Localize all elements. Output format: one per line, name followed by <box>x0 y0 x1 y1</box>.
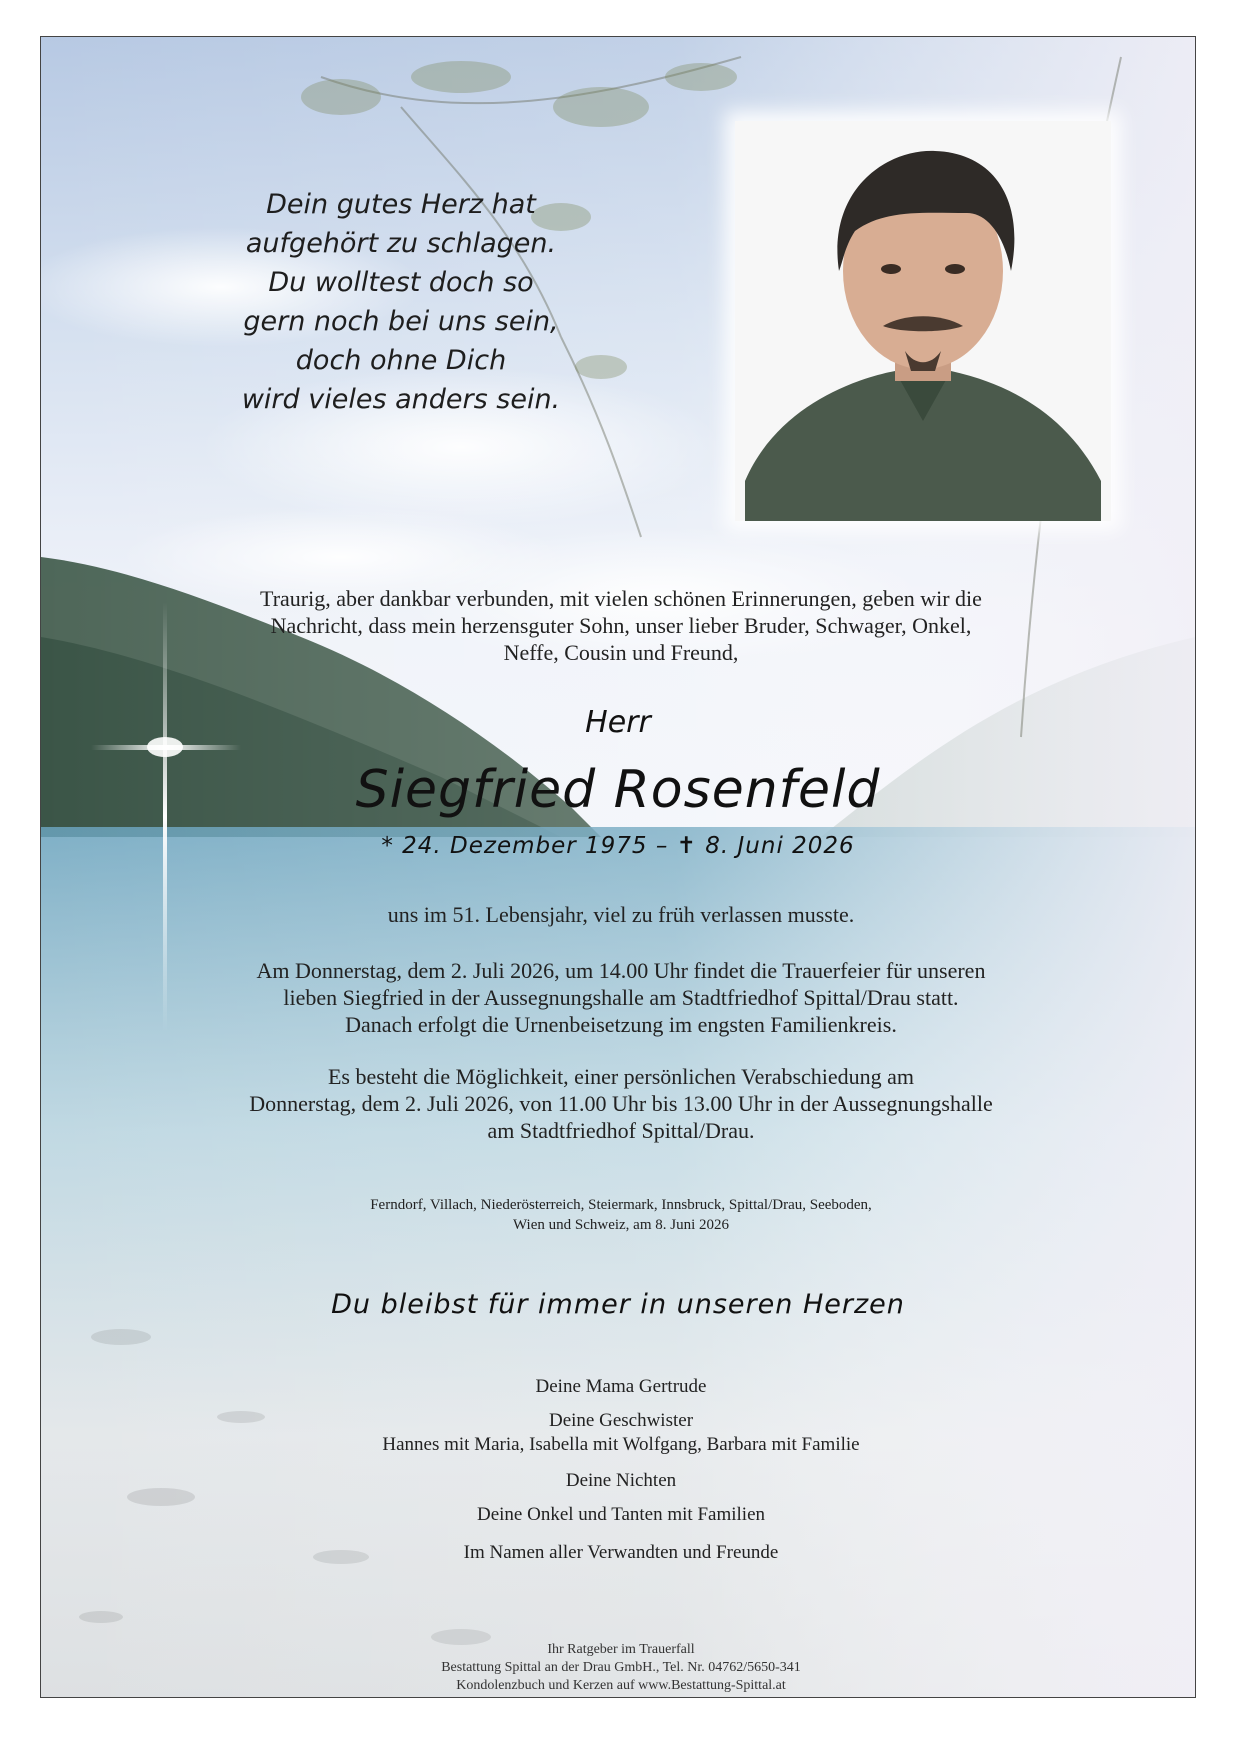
funeral-home-footer <box>341 1641 901 1695</box>
mourners-list <box>241 1327 1001 1565</box>
intro-line: Neffe, Cousin und Freund, <box>503 640 739 665</box>
poem-line: gern noch bei uns sein, <box>243 306 559 337</box>
life-dates: * 24. Dezember 1975 – ✝ 8. Juni 2026 <box>381 833 855 859</box>
farewell-line: Es besteht die Möglichkeit, einer persönlichen Verabschiedung am <box>327 1064 915 1089</box>
mourner-line: Hannes mit Maria, Isabella mit Wolfgang, Barbara mit Familie <box>382 1434 860 1455</box>
portrait-photo <box>735 121 1111 521</box>
farewell-paragraph <box>191 1063 1051 1144</box>
age-line: uns im 51. Lebensjahr, viel zu früh verlassen musste. <box>387 902 855 927</box>
mourner-line: Deine Geschwister <box>548 1410 694 1431</box>
memorial-poem <box>191 185 611 419</box>
footer-line: Kondolenzbuch und Kerzen auf www.Bestattung-Spittal.at <box>456 1678 786 1693</box>
poem-line: aufgehört zu schlagen. <box>245 228 557 259</box>
poem-line: Dein gutes Herz hat <box>266 189 536 220</box>
mourner-line: Im Namen aller Verwandten und Freunde <box>463 1542 779 1563</box>
obituary-page <box>40 36 1196 1698</box>
ceremony-paragraph <box>191 957 1051 1038</box>
places-and-date <box>241 1195 1001 1235</box>
mourner-line: Deine Mama Gertrude <box>535 1376 707 1397</box>
deceased-name: Siegfried Rosenfeld <box>355 760 881 820</box>
ceremony-line: lieben Siegfried in der Aussegnungshalle am Stadtfriedhof Spittal/Drau statt. <box>283 985 959 1010</box>
motto: Du bleibst für immer in unseren Herzen <box>331 1289 905 1320</box>
intro-paragraph <box>201 585 1041 666</box>
poem-line: Du wolltest doch so <box>268 267 534 298</box>
ceremony-line: Danach erfolgt die Urnenbeisetzung im engsten Familienkreis. <box>345 1012 897 1037</box>
honorific: Herr <box>585 705 651 740</box>
places-line: Wien und Schweiz, am 8. Juni 2026 <box>512 1217 730 1233</box>
places-line: Ferndorf, Villach, Niederösterreich, Steiermark, Innsbruck, Spittal/Drau, Seeboden, <box>370 1197 872 1213</box>
farewell-line: Donnerstag, dem 2. Juli 2026, von 11.00 Uhr bis 13.00 Uhr in der Aussegnungshalle <box>249 1091 993 1116</box>
mourner-line: Deine Nichten <box>565 1470 677 1491</box>
mourner-line: Deine Onkel und Tanten mit Familien <box>476 1504 765 1525</box>
intro-line: Traurig, aber dankbar verbunden, mit vielen schönen Erinnerungen, geben wir die <box>260 586 982 611</box>
ceremony-line: Am Donnerstag, dem 2. Juli 2026, um 14.00 Uhr findet die Trauerfeier für unseren <box>256 958 986 983</box>
footer-line: Ihr Ratgeber im Trauerfall <box>547 1642 695 1657</box>
poem-line: wird vieles anders sein. <box>241 384 561 415</box>
poem-line: doch ohne Dich <box>295 345 507 376</box>
farewell-line: am Stadtfriedhof Spittal/Drau. <box>487 1118 755 1143</box>
intro-line: Nachricht, dass mein herzensguter Sohn, unser lieber Bruder, Schwager, Onkel, <box>270 613 972 638</box>
footer-line: Bestattung Spittal an der Drau GmbH., Tel. Nr. 04762/5650-341 <box>441 1660 801 1675</box>
